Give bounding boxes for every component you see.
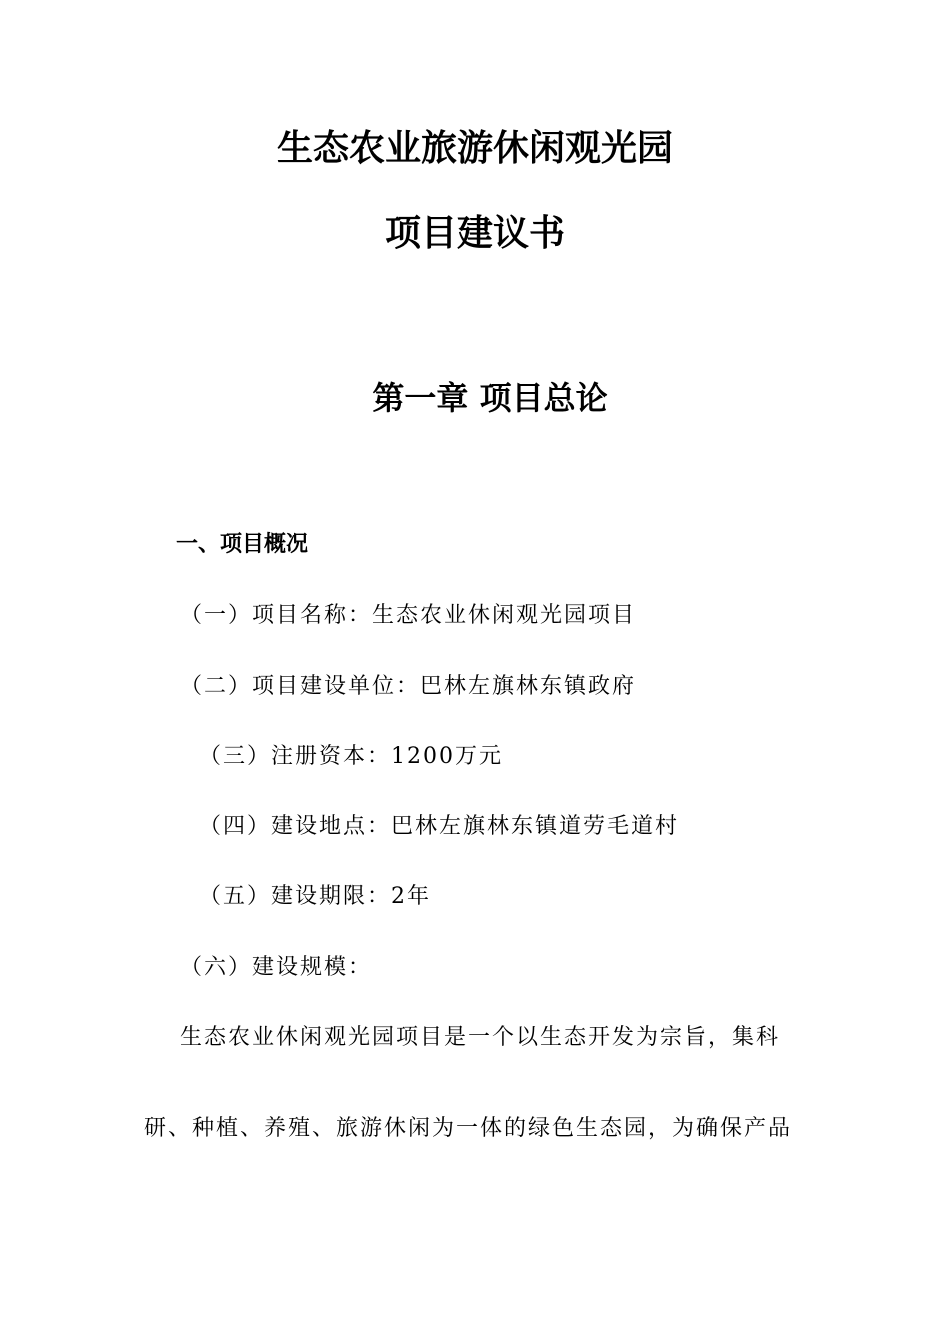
section-heading: 一、项目概况 — [176, 532, 309, 557]
item-construction-unit: （二）项目建设单位：巴林左旗林东镇政府 — [180, 674, 637, 699]
paragraph-line: 生态农业休闲观光园项目是一个以生态开发为宗旨，集科 — [180, 1025, 781, 1050]
item-construction-period: （五）建设期限：2年 — [199, 884, 431, 909]
item-project-name: （一）项目名称：生态农业休闲观光园项目 — [180, 603, 637, 628]
item-registered-capital: （三）注册资本：1200万元 — [199, 744, 503, 769]
chapter-heading: 第一章 项目总论 — [372, 379, 608, 417]
document-title: 生态农业旅游休闲观光园 — [276, 128, 673, 169]
paragraph-line: 研、种植、养殖、旅游休闲为一体的绿色生态园，为确保产品 — [144, 1116, 793, 1141]
item-construction-site: （四）建设地点：巴林左旗林东镇道劳毛道村 — [199, 814, 680, 839]
document-subtitle: 项目建议书 — [384, 213, 565, 254]
item-construction-scale: （六）建设规模： — [180, 955, 373, 980]
